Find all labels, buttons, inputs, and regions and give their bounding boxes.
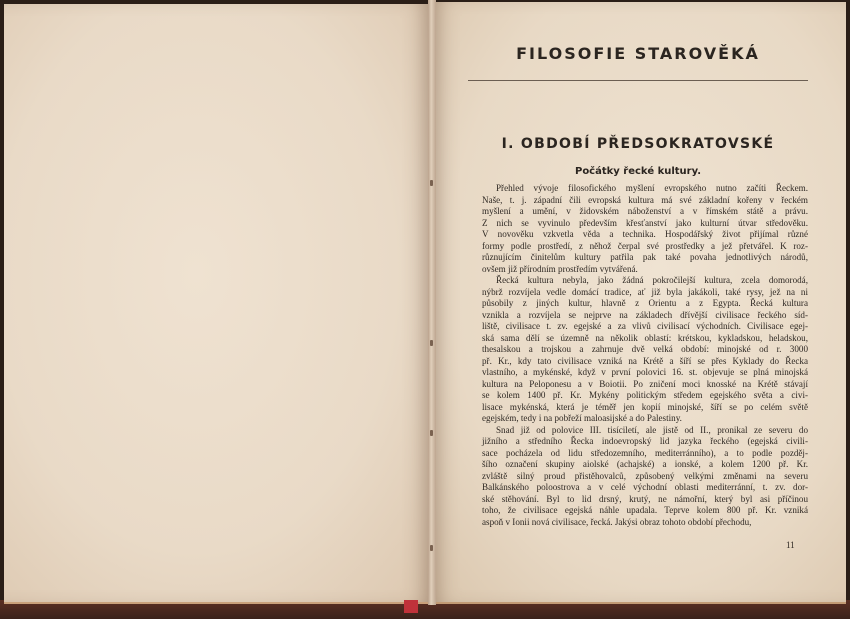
binding-stitch	[430, 545, 433, 551]
title-rule	[468, 80, 808, 81]
text-line: sace pocházela od lidu středozemního, mediterránního), a to podle pozděj-	[482, 447, 808, 458]
book-gutter	[428, 0, 436, 605]
text-line: liště, civilisace t. zv. egejské a za vlivů civilisací východních. Civilisace egej-	[482, 321, 808, 331]
text-line: jižního a středního Řecka indoevropský lid jazyka řeckého (egejská civili-	[482, 436, 808, 446]
text-line: šího označení skupiny aiolské (achajské) a ionské, a kolem 1200 př. Kr.	[482, 459, 808, 469]
text-line: ské stěhování. Byl to lid drsný, krutý, ne námořní, který byl asi příčinou	[482, 493, 808, 504]
paragraph	[468, 425, 808, 529]
text-line: toho, že civilisace egejská náhle upadala. Teprve kolem 800 př. Kr. vzniká	[482, 505, 808, 515]
text-line: egejském, tedy i na pobřeží maloasijské a do Palestiny.	[482, 413, 682, 423]
text-line: lisace mykénská, která je téměř jen kopií minojské, šíří se po celém světě	[482, 401, 808, 412]
binding-stitch	[430, 430, 433, 436]
text-line: kultura na Peloponesu a v Boiotii. Po zničení moci knosské na Krétě stávají	[482, 378, 808, 389]
text-line: aspoň v Ionii nová civilisace, řecká. Jakýsi obraz tohoto období přechodu,	[482, 516, 752, 527]
text-line: formy podle prostředí, z něhož čerpal své prostředky a jež přetvářel. K roz-	[482, 240, 808, 251]
text-line: působily z jiných kultur, hlavně z Orientu a z Egypta. Řecká kultura	[482, 298, 808, 308]
paragraph	[468, 275, 808, 425]
body-text	[468, 183, 808, 528]
text-line: vznikla a rozvíjela se nejprve na základech dřívější civilisace řeckého síd-	[482, 309, 808, 320]
page-number: 11	[786, 540, 795, 550]
text-line: myšlení a umění, v židovském náboženství a v římském státě a právu.	[482, 206, 808, 216]
text-line: vlastního, a mykénské, když v první polovici 16. st. objevuje se plná minojská	[482, 367, 808, 377]
chapter-title: I. OBDOBÍ PŘEDSOKRATOVSKÉ	[501, 136, 775, 152]
binding-stitch	[430, 180, 433, 186]
text-line: Naše, t. j. západní čili evropská kultura má své základní kořeny v řeckém	[482, 194, 808, 205]
text-line: př. Kr., kdy tato civilisace vzniká na Krétě a šíří se přes Kyklady do Řecka	[482, 355, 808, 366]
section-title: Počátky řecké kultury.	[574, 166, 702, 177]
text-line: zvláště silný proud přistěhovalců, způsobený velkými změnami na severu	[482, 470, 808, 481]
text-line: ská sama dělí se územně na několik oblastí: krétskou, kykladskou, heladskou,	[482, 332, 808, 343]
text-line: Z nich se vyvinulo především křesťanství jako kulturní útvar středověku.	[482, 217, 808, 228]
text-line: Přehled vývoje filosofického myšlení evropského nutno začíti Řeckem.	[496, 183, 808, 193]
text-line: Snad již od polovice III. tisíciletí, ale jistě od II., pronikal ze severu do	[496, 424, 808, 435]
text-line: nýbrž rozvíjela vedle domácí tradice, ať již byla jakákoli, také rysy, jež na ni	[482, 286, 808, 297]
text-line: ovšem již přírodním prostředím vytvářená.	[482, 263, 638, 274]
text-line: Řecká kultura nebyla, jako žádná pokročilejší kultura, zcela domorodá,	[496, 275, 808, 285]
text-line: se kolem 1400 př. Kr. Mykény politickým středem egejského světa a civi-	[482, 390, 808, 400]
binding-stitch	[430, 340, 433, 346]
bookmark-ribbon	[404, 600, 418, 613]
paragraph	[468, 183, 808, 275]
book-title: FILOSOFIE STAROVĚKÁ	[516, 44, 760, 63]
left-page-blank	[4, 4, 432, 604]
text-line: Balkánského poloostrova a v celé východní oblasti mediterránní, t. zv. dor-	[482, 482, 808, 492]
text-line: různujícím činitelům kultury patřila pak také povaha jednotlivých národů,	[482, 252, 808, 262]
text-line: V novověku vzkvetla věda a technika. Hospodářský život přijímal různé	[482, 229, 808, 239]
text-line: thesalskou a trojskou a zahrnuje dvě velká období: minojské od r. 3000	[482, 344, 808, 354]
